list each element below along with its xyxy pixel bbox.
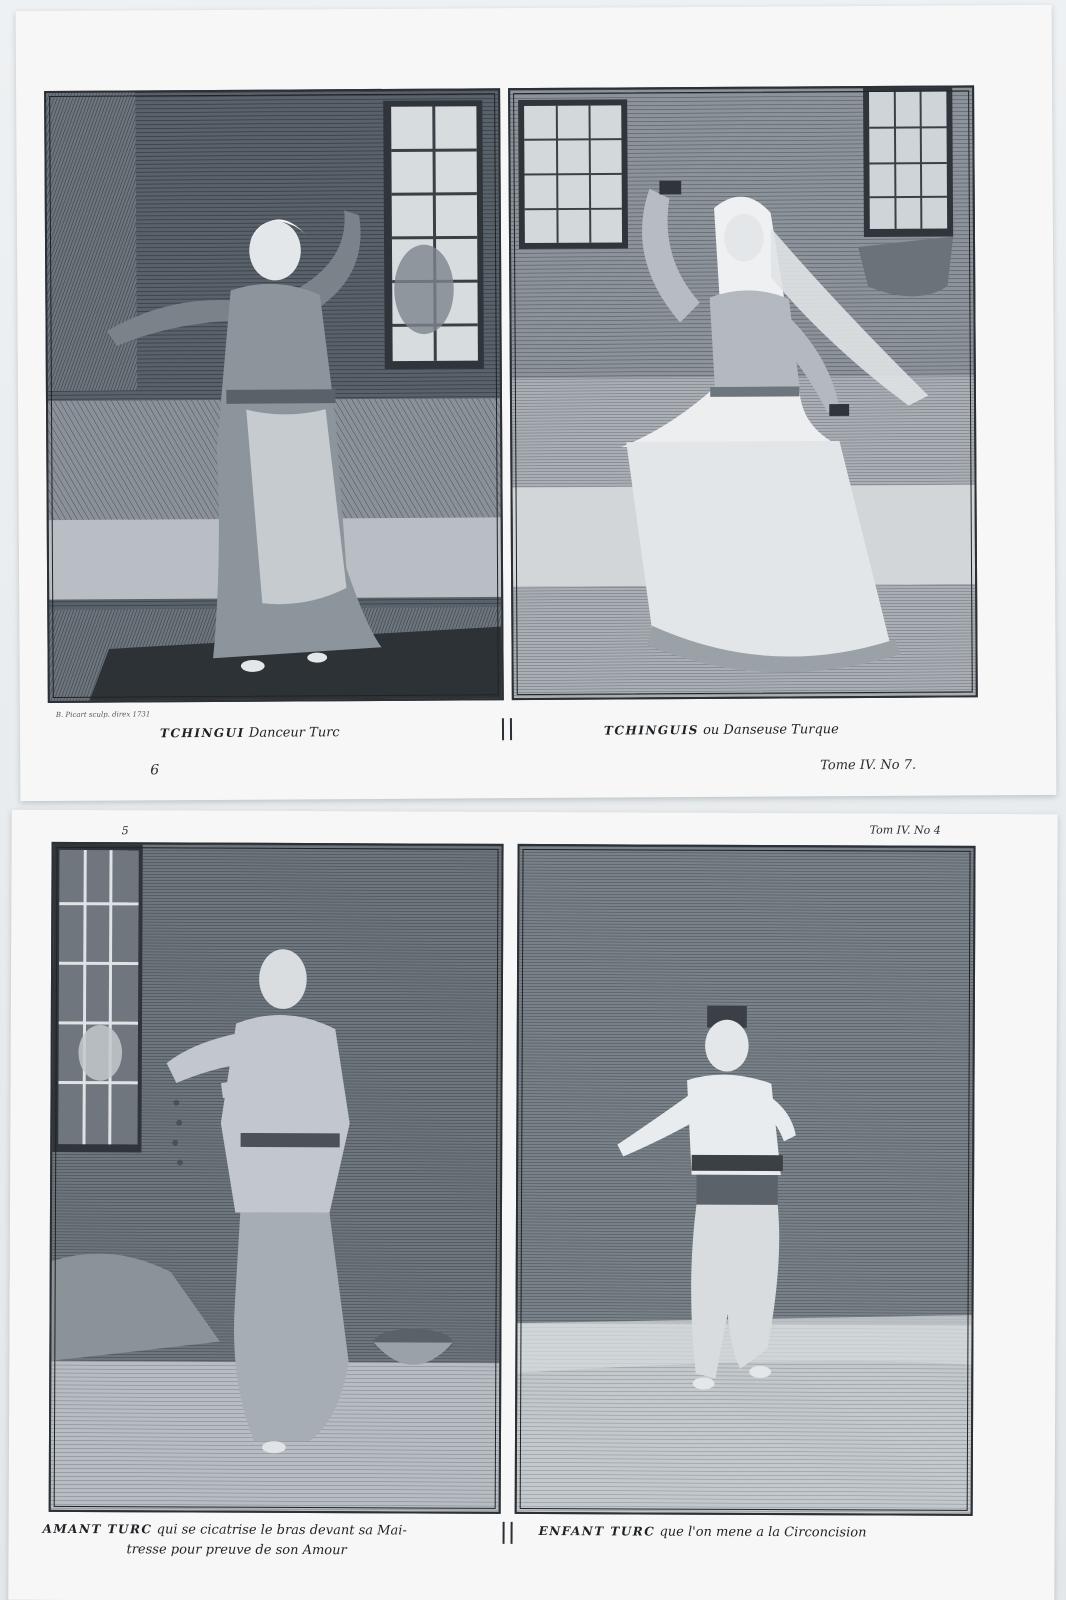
caption-lover xyxy=(43,1522,407,1539)
engraving-turkish-lover xyxy=(49,842,504,1514)
engraver-credit: B. Picart sculp. direx 1731 xyxy=(55,710,151,719)
engraving-turkish-child xyxy=(515,844,976,1516)
caption-male-dancer-text: Danceur Turc xyxy=(248,725,340,741)
caption-male-dancer xyxy=(160,725,340,741)
caption-male-dancer-title: TCHINGUI xyxy=(159,725,245,741)
engraving-turkish-male-dancer xyxy=(44,88,504,703)
bottom-page-number: 5 xyxy=(121,824,129,838)
bottom-print-sheet xyxy=(8,810,1057,1600)
caption-female-dancer xyxy=(604,722,839,738)
engraving-turkish-female-dancer xyxy=(508,85,978,700)
caption-lover-title: AMANT TURC xyxy=(42,1521,153,1537)
caption-child-text: que l'on mene a la Circoncision xyxy=(659,1524,867,1541)
top-page-number: 6 xyxy=(150,762,160,779)
caption-child-title: ENFANT TURC xyxy=(538,1524,656,1539)
bottom-tome-label: Tom IV. No 4 xyxy=(869,823,941,837)
caption-lover-line1: qui se cicatrise le bras devant sa Mai- xyxy=(156,1522,407,1539)
caption-child xyxy=(539,1524,867,1540)
caption-lover-line2: tresse pour preuve de son Amour xyxy=(126,1542,347,1559)
caption-separator xyxy=(502,718,512,740)
top-print-sheet xyxy=(16,5,1057,801)
caption-lover-continued xyxy=(126,1542,346,1558)
caption-separator-bottom xyxy=(503,1522,513,1544)
caption-female-dancer-title: TCHINGUIS xyxy=(603,723,699,738)
top-tome-label: Tome IV. No 7. xyxy=(820,757,917,774)
caption-female-dancer-text: ou Danseuse Turque xyxy=(703,722,839,738)
